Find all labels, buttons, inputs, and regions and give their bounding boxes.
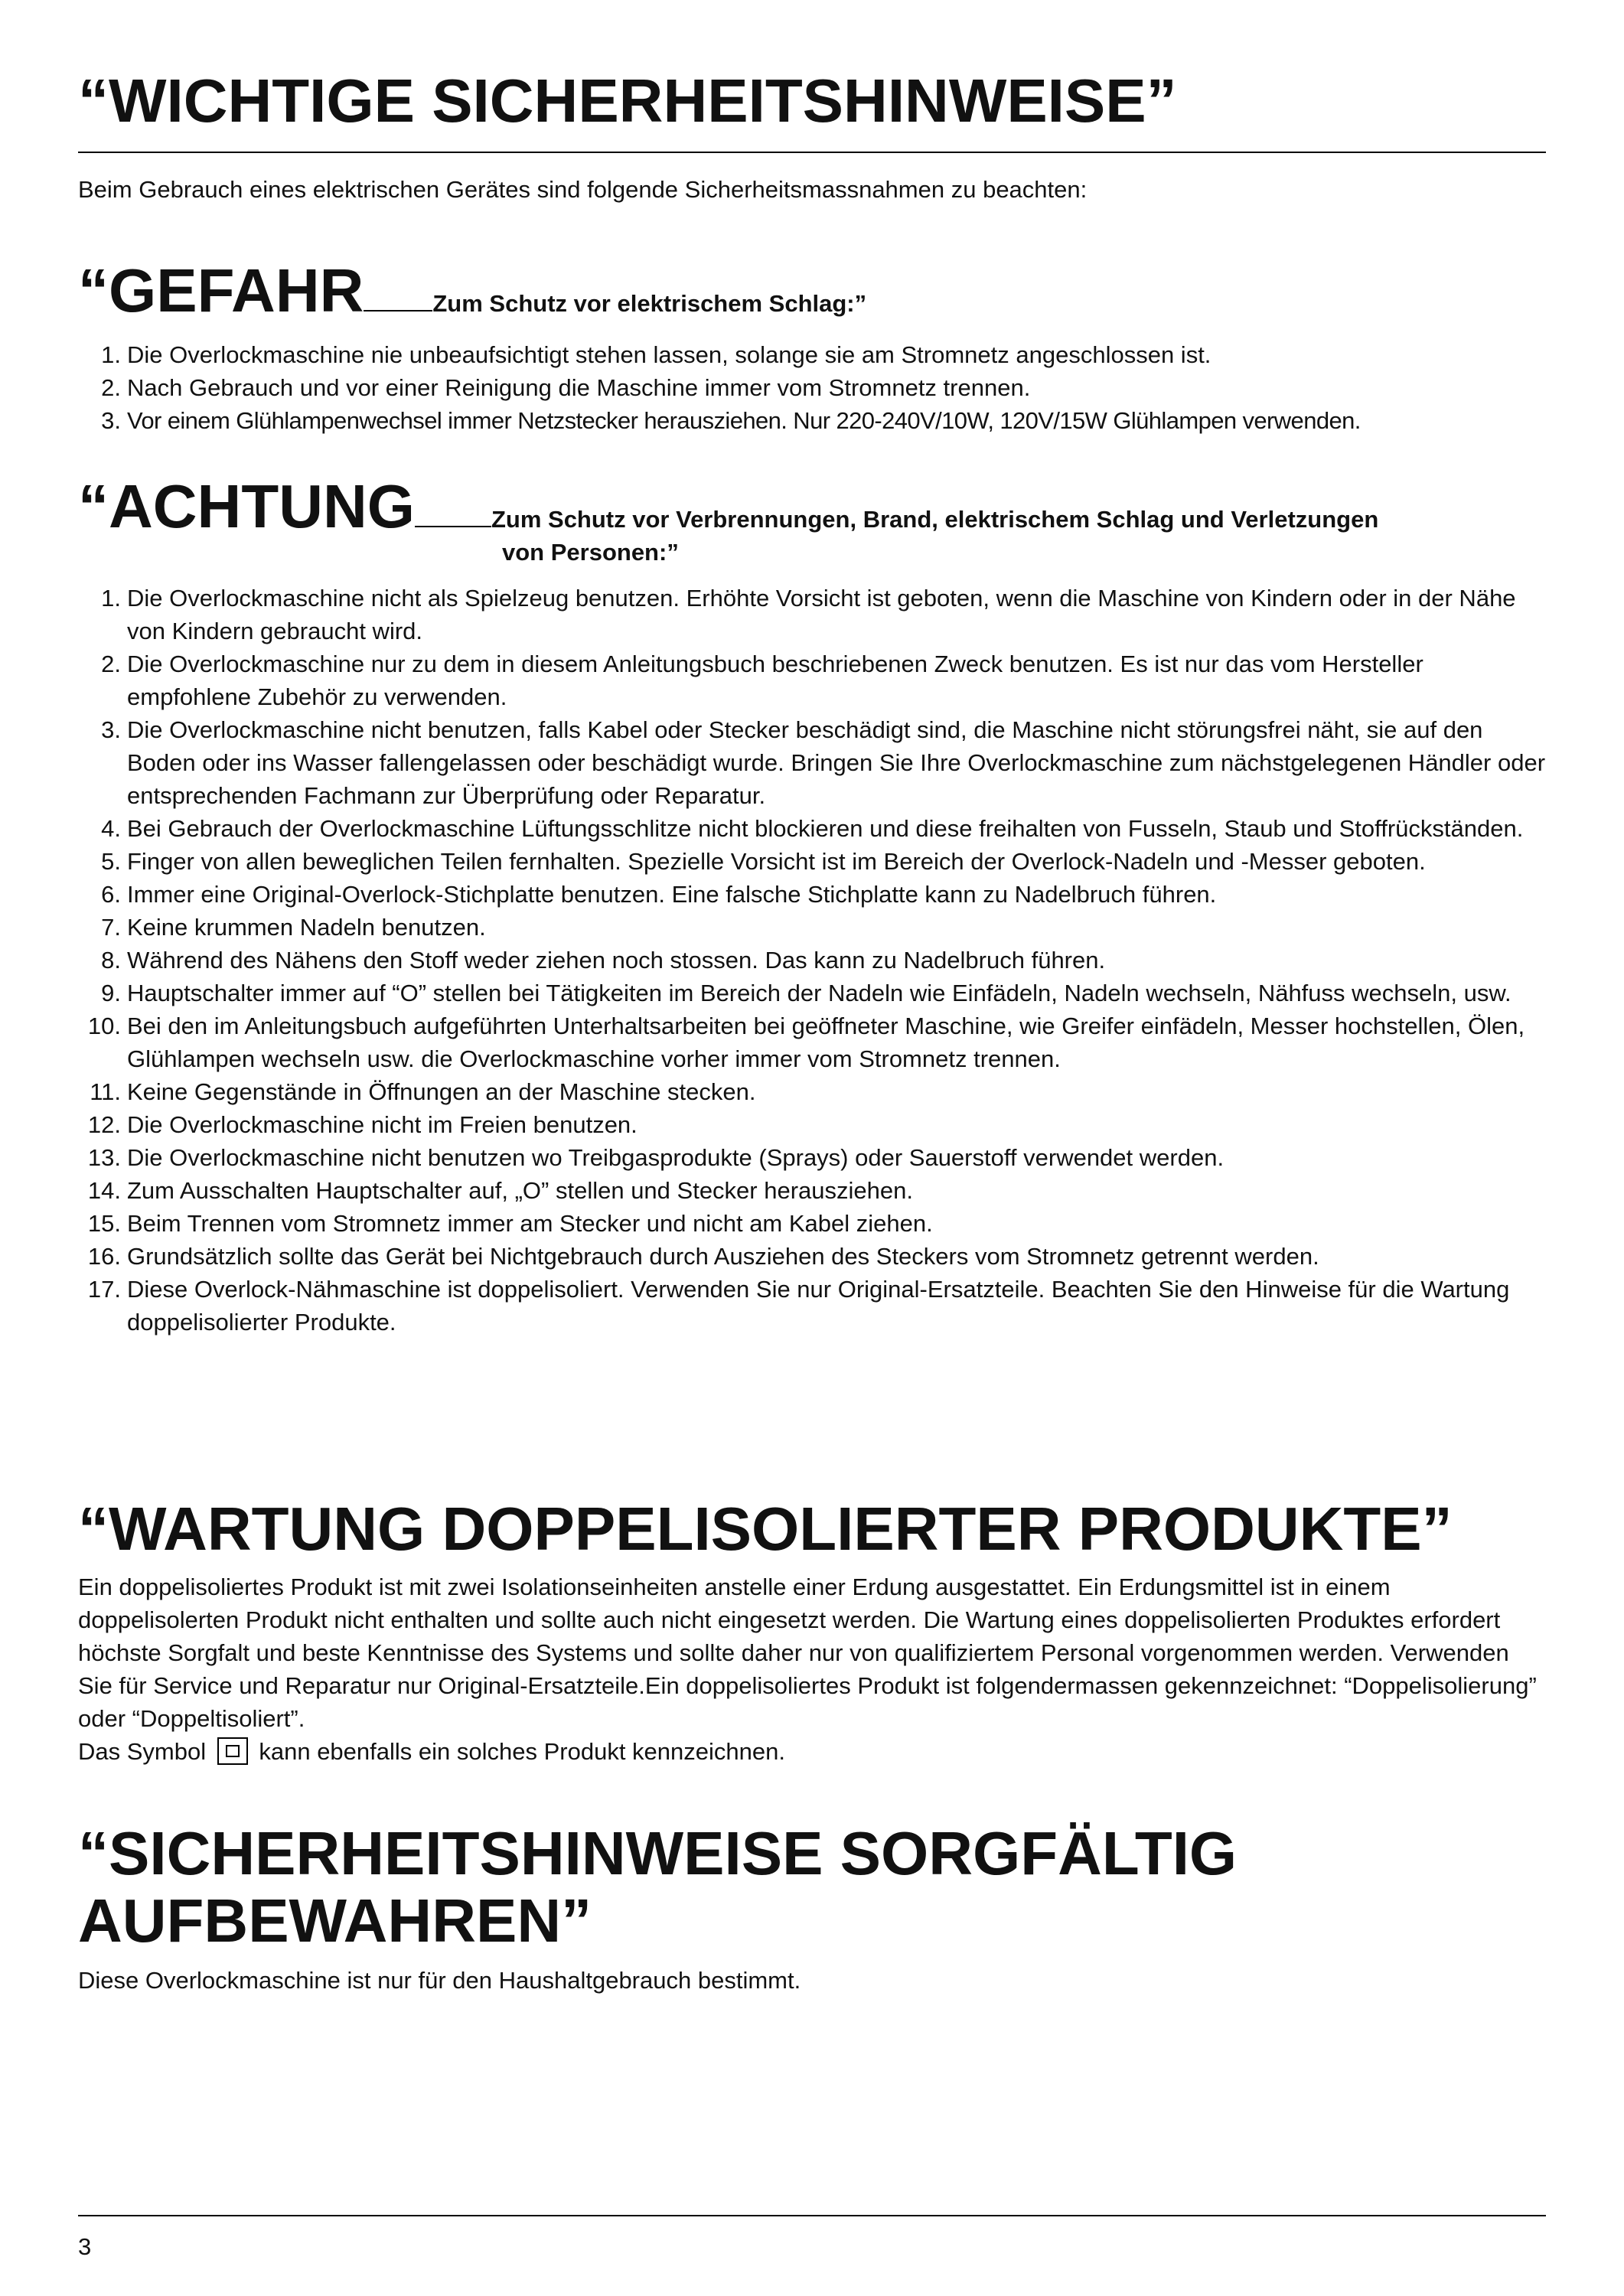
- list-item: 7. Keine krummen Nadeln benutzen.: [101, 914, 486, 941]
- symbol-text-after: kann ebenfalls ein solches Produkt kennzeichnen.: [259, 1738, 785, 1765]
- list-item: 16. Grundsätzlich sollte das Gerät bei Nichtgebrauch durch Ausziehen des Steckers vom Stromnetz getrennt werden.: [87, 1243, 1319, 1270]
- list-item: 15. Beim Trennen vom Stromnetz immer am Stecker und nicht am Kabel ziehen.: [87, 1210, 933, 1237]
- list-item: 3. Die Overlockmaschine nicht benutzen, falls Kabel oder Stecker beschädigt sind, die Maschine nicht störungsfrei näht, sie auf den Boden oder ins Wasser fallengelassen oder beschädigt wurde. Bringen Sie Ihre Overlockmaschine zum nächstgelegenen Händler oder entsprechenden Fachmann zur Überprüfung oder Reparatur.: [101, 716, 1546, 809]
- list-item: 1. Die Overlockmaschine nie unbeaufsichtigt stehen lassen, solange sie am Stromnetz angeschlossen ist.: [101, 341, 1211, 368]
- list-item: 6. Immer eine Original-Overlock-Stichplatte benutzen. Eine falsche Stichplatte kann zu Nadelbruch führen.: [101, 881, 1217, 908]
- wartung-paragraph: Ein doppelisoliertes Produkt ist mit zwei Isolationseinheiten anstelle einer Erdung ausgestattet. Ein Erdungsmittel ist in einem doppelisolerten Produkt nicht enthalten und sollte auch nicht eingesetzt werden. Die Wartung eines doppelisolierten Produktes erfordert höchste Sorgfalt und beste Kenntnisse des Systems und sollte daher nur von qualifiziertem Personal vorgenommen werden. Verwenden Sie für Service und Reparatur nur Original-Ersatzteile.Ein doppelisoliertes Produkt ist folgendermassen gekennzeichnet: “Doppelisolierung” oder “Doppeltisoliert”.: [78, 1574, 1537, 1732]
- list-item: 1. Die Overlockmaschine nicht als Spielzeug benutzen. Erhöhte Vorsicht ist geboten, wenn die Maschine von Kindern oder in der Nähe von Kindern gebraucht wird.: [101, 585, 1516, 644]
- aufbewahren-text: Diese Overlockmaschine ist nur für den Haushaltgebrauch bestimmt.: [78, 1967, 801, 1994]
- gefahr-underline: [364, 310, 432, 311]
- list-item: 9. Hauptschalter immer auf “O” stellen bei Tätigkeiten im Bereich der Nadeln wie Einfädeln, Nadeln wechseln, Nähfuss wechseln, usw.: [101, 980, 1511, 1006]
- gefahr-heading: [78, 256, 867, 325]
- achtung-word: “ACHTUNG: [78, 472, 415, 540]
- title-rule: [78, 152, 1546, 153]
- intro-text: Beim Gebrauch eines elektrischen Gerätes sind folgende Sicherheitsmassnahmen zu beachten:: [78, 176, 1088, 203]
- gefahr-word: “GEFAHR: [78, 256, 364, 325]
- symbol-text-before: Das Symbol: [78, 1738, 207, 1765]
- achtung-subtitle-line1: Zum Schutz vor Verbrennungen, Brand, elektrischem Schlag und Verletzungen: [491, 506, 1379, 533]
- gefahr-list: [78, 338, 1546, 437]
- list-item: 2. Die Overlockmaschine nur zu dem in diesem Anleitungsbuch beschriebenen Zweck benutzen. Es ist nur das vom Hersteller empfohlene Zubehör zu verwenden.: [101, 651, 1423, 710]
- double-insulation-icon: [217, 1737, 248, 1765]
- list-item: 3. Vor einem Glühlampenwechsel immer Netzstecker herausziehen. Nur 220-240V/10W, 120V/15W Glühlampen verwenden.: [101, 407, 1361, 434]
- gefahr-subtitle: Zum Schutz vor elektrischem Schlag:”: [432, 290, 867, 317]
- list-item: 11. Keine Gegenstände in Öffnungen an der Maschine stecken.: [90, 1078, 756, 1105]
- wartung-symbol-line: [78, 1735, 785, 1768]
- list-item: 13. Die Overlockmaschine nicht benutzen wo Treibgasprodukte (Sprays) oder Sauerstoff verwendet werden.: [87, 1144, 1225, 1171]
- achtung-underline: [415, 526, 491, 527]
- list-item: 17. Diese Overlock-Nähmaschine ist doppelisoliert. Verwenden Sie nur Original-Ersatzteile. Beachten Sie den Hinweise für die Wartung doppelisolierter Produkte.: [87, 1276, 1510, 1336]
- list-item: 14. Zum Ausschalten Hauptschalter auf, „O” stellen und Stecker herausziehen.: [87, 1177, 913, 1204]
- achtung-list: [78, 582, 1546, 1339]
- list-item: 10. Bei den im Anleitungsbuch aufgeführten Unterhaltsarbeiten bei geöffneter Maschine, wie Greifer einfädeln, Messer hochstellen, Ölen, Glühlampen wechseln usw. die Overlockmaschine vorher immer vom Stromnetz trennen.: [87, 1013, 1525, 1072]
- list-item: 4. Bei Gebrauch der Overlockmaschine Lüftungsschlitze nicht blockieren und diese freihalten von Fusseln, Staub und Stoffrückständen.: [101, 815, 1524, 842]
- section-title-aufbewahren-line1: “SICHERHEITSHINWEISE SORGFÄLTIG: [78, 1819, 1238, 1887]
- section-title-wichtige-sicherheitshinweise: “WICHTIGE SICHERHEITSHINWEISE”: [78, 67, 1177, 135]
- achtung-heading: [78, 472, 1379, 540]
- section-title-aufbewahren-line2: AUFBEWAHREN”: [78, 1887, 592, 1955]
- list-item: 2. Nach Gebrauch und vor einer Reinigung die Maschine immer vom Stromnetz trennen.: [101, 374, 1031, 401]
- list-item: 8. Während des Nähens den Stoff weder ziehen noch stossen. Das kann zu Nadelbruch führen.: [101, 947, 1106, 974]
- achtung-subtitle-line2: von Personen:”: [502, 539, 679, 566]
- section-title-wartung: “WARTUNG DOPPELISOLIERTER PRODUKTE”: [78, 1495, 1453, 1563]
- list-item: 12. Die Overlockmaschine nicht im Freien benutzen.: [87, 1111, 638, 1138]
- page-number: 3: [78, 2233, 92, 2260]
- footer-rule: [78, 2215, 1546, 2216]
- list-item: 5. Finger von allen beweglichen Teilen fernhalten. Spezielle Vorsicht ist im Bereich der Overlock-Nadeln und -Messer geboten.: [101, 848, 1426, 875]
